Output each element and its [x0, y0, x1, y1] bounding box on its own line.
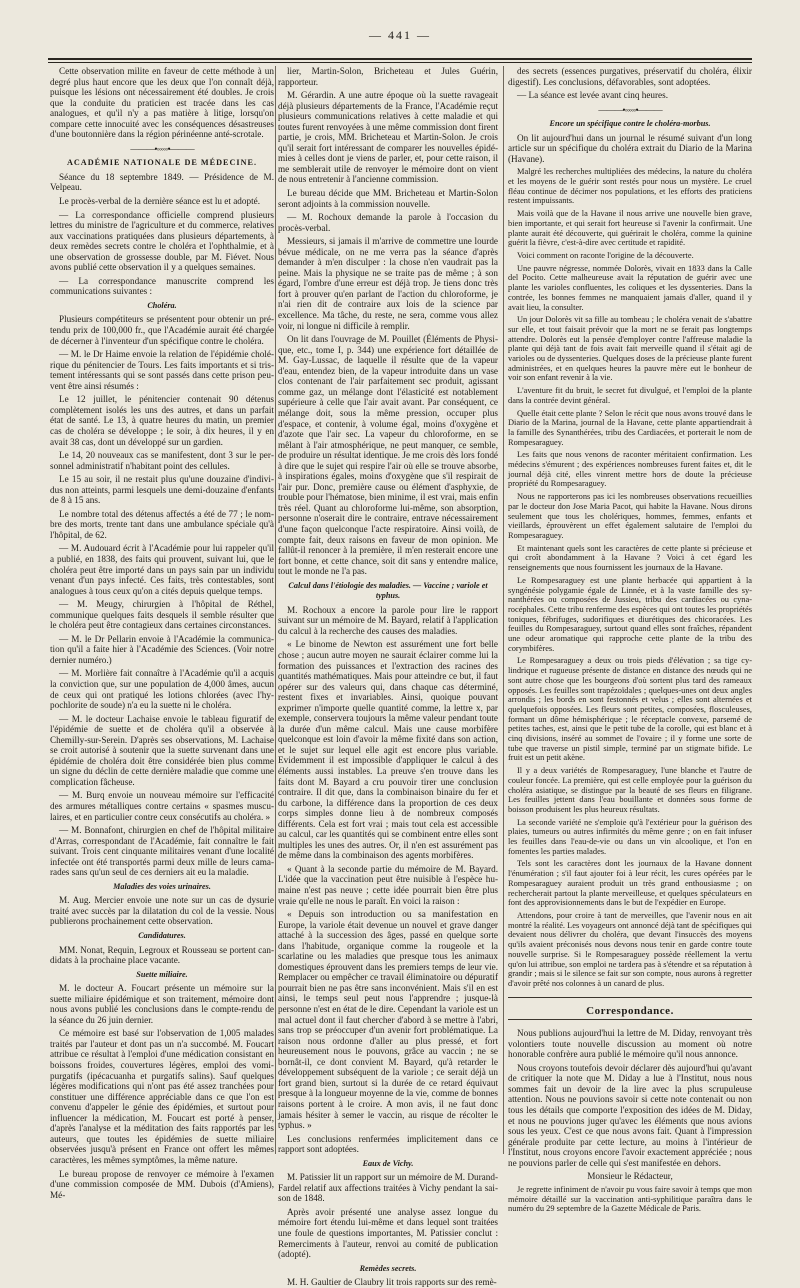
section-title: ACADÉMIE NATIONALE DE MÉDECINE. [66, 158, 258, 168]
paragraph: Le Rompesaraguey a deux ou trois pieds d'élévation ; sa tige cylindrique et rugueuse présente de distance en distance des nœuds qui ne sont autre chose que les bourgeons d'où sortent plus tard des rameaux opposés. Les feuilles sont trapézoïdales ; quelques-unes ont deux angles arrondis ; les bords en sont festonnés et velus ; elles sont alternées et quelquefois opposées. Les fleurs sont petites, composées, flosculeuses, formant un dôme hémisphérique ; le réceptacle convexe, parsemé de petites taches, est, ainsi que le petit tube de la corolle, qui est blanc et à cinq divisions, inséré au sommet de l'ovaire ; il y forme une sorte de tube que traverse un pistil simple, terminé par un stigmate bifide. Le fruit est un petit akène. [508, 656, 752, 763]
paragraph: Nous publions aujourd'hui la lettre de M. Diday, renvoyant très volontiers toute nouvelle discussion au moment où notre honorable confrère aura publié le mémoire qu'il nous annonce. [508, 1028, 752, 1060]
paragraph: La seconde variété ne s'emploie qu'à l'extérieur pour la guérison des plaies, tumeurs ou autres infirmités du même genre ; on en fait infuser les feuilles dans l'eau-de-vie ou dans un vin alcoolique, et l'on en fomentes les parties malades. [508, 817, 752, 856]
paragraph: Attendons, pour croire à tant de merveilles, que l'avenir nous en ait montré la réalité. Les voyageurs ont annoncé déjà tant de spécifiques qui devaient nous délivrer du choléra, que devant l'insuccès des moyens qu'ils avaient préconisés nous devons nous tenir en garde contre toute nouvelle surprise. Si le Rompesaraguey possède réellement la vertu qu'on lui attribue, son emploi ne tardera pas à s'étendre et sa réputation à grandir ; mais si le silence se fait sur son compte, nous aurons à regretter d'avoir prêté nos colonnes à un canard de plus. [508, 911, 752, 988]
paragraph: Messieurs, si jamais il m'arrive de commettre une lourde bévue médicale, on ne me verra pas la séance d'après demander à m'en disculper : la chose n'en vaudrait pas la peine. Mais la physique ne se traite pas de même ; à son égard, l'ombre d'une erreur est déjà trop. Je tiens donc très fort à prouver qu'en parlant de l'action du chloroforme, je n'ai rien dit de contraire aux lois de la science par excellence. Ma tâche, du reste, ne sera, comme vous allez voir, ni longue ni difficile à remplir. [278, 236, 498, 331]
page-number: — 441 — [369, 28, 431, 42]
paragraph: Et maintenant quels sont les caractères de cette plante si précieuse et qui croît abondamment à la Havane ? Voici à cet égard les renseignements que nous fournissent les journaux de la Havane. [508, 543, 752, 573]
paragraph: Le Rompesaraguey est une plante herbacée qui appartient à la syngénésie polygamie égale de Linnée, et à la vaste famille des synanthérées ou composées de Jussieu, tribu des cardiacées ou cynarocéphales. Cette tribu renferme des espèces qui ont toutes les propriétés toniques, fébrifuges, sudorifiques et diurétiques des chicoracées. Les feuilles du Rompesaraguey, surtout quand elles sont fraîches, répandent une odeur aromatique qui rapproche cette plante de la tribu des corymbifères. [508, 575, 752, 653]
subsection-title: Maladies des voies urinaires. [113, 881, 211, 891]
session-line: Séance du 18 septembre 1849. — Présidence de M. Velpeau. [50, 171, 274, 193]
paragraph: Malgré les recherches multipliées des médecins, la nature du choléra et les moyens de le guérir sont restés pour nous un mystère. Le cruel fléau continue de décimer nos populations, et les efforts des praticiens restent impuissants. [508, 167, 752, 206]
paragraph: lier, Martin-Solon, Bricheteau et Jules Guérin, rapporteur. [278, 66, 498, 87]
salutation: Monsieur le Rédacteur, [587, 1171, 673, 1182]
paragraph: Un jour Dolorès vit sa fille au tombeau ; le choléra venait de s'abattre sur elle, et tout faisait prévoir que la mort ne se ferait pas longtemps attendre. Dolorès eut la pensée d'employer contre l'affreuse maladie la plante qui déjà tant de fois avait fait merveille quand il s'était agi de varioles ou de dyssenteries. Quelques doses de la précieuse plante furent administrées, et en quelques heures la pauvre mère eut le bonheur de voir son enfant revenir à la vie. [508, 315, 752, 383]
separator-ornament: ———•◦◦◦◦◦•——— [130, 143, 194, 154]
paragraph: Tels sont les caractères dont les journaux de la Havane donnent l'énumération ; s'il faut ajouter foi à leur récit, les cures opérées par le Rompesaraguey auraient produit un très grand enthousiasme ; on rechercherait partout la plante merveilleuse, et quelques spéculateurs en font des approvisionnements dans le but de l'expédier en Europe. [508, 859, 752, 908]
subsection-title: Choléra. [147, 300, 177, 310]
paragraph: — La correspondance manuscrite comprend les communications suivantes : [50, 275, 274, 297]
column-1 [50, 66, 274, 1200]
paragraph: Nous ne rapporterons pas ici les nombreuses observations recueillies par le docteur don Jose Maria Pacot, qui habite la Havane. Nous dirons seulement que tous les cholériques, hommes, femmes, enfants et vieillards, éprouvèrent un effet également salutaire de l'emploi du Rompesaraguey. [508, 492, 752, 540]
section-rule [508, 997, 752, 998]
paragraph: des secrets (essences purgatives, préservatif du choléra, élixir digestif). Les conclusions, défavorables, sont adoptées. [508, 66, 752, 87]
column-divider [275, 66, 276, 1154]
paragraph: Une pauvre négresse, nommée Dolorès, vivait en 1833 dans la Calle del Pocito. Cette malheureuse avait la réputation de guérir avec une plante les varioles confluentes, les coliques et les dyssenteries. Dans la contrée, les bonnes femmes ne manquaient jamais d'aller, quand il y avait lieu, la consulter. [508, 263, 752, 312]
paragraph: Ce mémoire est basé sur l'observation de 1,005 malades traités par l'auteur et dont pas un n'a succombé. M. Foucart attribue ce résultat à l'emploi d'une médication consistant en boissons froides, couvertures légères, emploi des vomi-purgatifs (ipécacuanha et purgatifs salins). Sauf quelques légères modifications qui n'ont pas été assez tranchées pour constituer une différence appréciable dans ce que l'on est convenu d'appeler le génie des épidémies, et surtout pour influencer la médication, M. Foucart est porté à penser, d'après l'analyse et la méditation des faits rapportés par les auteurs, que toutes les épidémies de suette miliaire observées jusqu'à présent en France ont offert les mêmes caractères, les mêmes symptômes, la même nature. [50, 1028, 274, 1165]
paragraph: — La correspondance officielle comprend plusieurs lettres du ministre de l'agriculture et du commerce, relatives aux vaccinations pratiquées dans plusieurs départements, à deux remèdes secrets contre le choléra et l'ophthalmie, et à une observation de grossesse double, par M. Fiévet. Nous avons publié cette observation il y a quelques semaines. [50, 209, 274, 273]
paragraph: Je regrette infiniment de n'avoir pu vous faire savoir à temps que mon mémoire détaillé sur la vaccination anti-syphilitique paraîtra dans le numéro du 29 septembre de la Gazette Médicale de Paris. [508, 1184, 752, 1214]
header-rule [48, 58, 752, 60]
paragraph: — M. Bonnafont, chirurgien en chef de l'hôpital militaire d'Arras, correspondant de l'Académie, fait connaître le fait suivant. Trois cent cinquante militaires venant d'une localité infectée ont été transportés parmi deux mille de leurs camarades sans qu'un seul de ces derniers ait eu la maladie. [50, 825, 274, 878]
subsection-title: Eaux de Vichy. [362, 1158, 414, 1168]
subsection-title: Calcul dans l'étiologie des maladies. — Vaccine ; variole et typhus. [288, 580, 488, 601]
header-rule-thin [48, 62, 752, 63]
paragraph: Le bureau décide que MM. Bricheteau et Martin-Solon seront adjoints à la commission nouvelle. [278, 188, 498, 209]
paragraph: Après avoir présenté une analyse assez longue du mémoire fort étendu lui-même et dans lequel sont traitées une foule de questions importantes, M. Patissier conclut : Remerciments à l'auteur, renvoi au comité de publication (adopté). [278, 1206, 498, 1260]
paragraph: M. le docteur A. Foucart présente un mémoire sur la suette miliaire épidémique et son traitement, mémoire dont nous avons publié les conclusions dans le compte-rendu de la séance du 26 juin dernier. [50, 983, 274, 1025]
paragraph: M. Patissier lit un rapport sur un mémoire de M. Durand-Fardel relatif aux affections traitées à Vichy pendant la saison de 1848. [278, 1172, 498, 1204]
paragraph: Plusieurs compétiteurs se présentent pour obtenir un prétendu prix de 100,000 fr., que l'Académie aurait été chargée de décerner à l'inventeur d'un spécifique contre le choléra. [50, 314, 274, 346]
paragraph: Quelle était cette plante ? Selon le récit que nous avons trouvé dans le Diario de la Marina, journal de la Havane, cette plante appartiendrait à la famille des Synanthérées, tribu des Cardiacées, et porterait le nom de Rompesaraguey. [508, 408, 752, 447]
paragraph: On lit dans l'ouvrage de M. Pouillet (Éléments de Physique, etc., tome I, p. 344) une expérience fort détaillée de M. Gay-Lussac, de laquelle il résulte que de la vapeur d'eau, entendez bien, de la vapeur introduite dans un vase clos contenant de l'air parfaitement sec produit, agissant comme gaz, un mélange dont l'élasticité est notablement supérieure à celle que l'air avait avant. Par conséquent, ce mélange doit, sous la même pression, occuper plus d'espace, et contenir, à volume égal, moins d'oxygène et d'azote que l'air sec. La vapeur du chloroforme, en se mêlant à l'air atmosphérique, ne peut manquer, ce semble, de produire un résultat identique. Je me crois dès lors fondé à dire que le sujet qui respire l'air où elle se trouve absorbe, à inspirations égales, moins d'oxygène que s'il respirait de l'air pur. Donc, première cause ou élément d'asphyxie, de trouble pour l'hématose, bien minime, il est vrai, mais enfin très réel. Quant au chloroforme lui-même, son absorption, personne n'oserait dire le contraire, entrave nécessairement d'une façon quelconque l'acte respiratoire. Ainsi voilà, de compte fait, deux raisons en faveur de mon opinion. Me fallût-il renoncer à la première, il m'en resterait encore une fort bonne, et cette chance, soit dit sans y entendre malice, tout le monde ne l'a pas. [278, 334, 498, 577]
paragraph: Mais voilà que de la Havane il nous arrive une nouvelle bien grave, bien importante, et qui serait fort heureuse si l'avenir la confirmait. Une plante aurait été découverte, qui guérirait le choléra, comme la quinine guérit la fièvre, c'est-à-dire avec certitude et rapidité. [508, 209, 752, 248]
paragraph: — M. Morlière fait connaître à l'Académie qu'il a acquis la conviction que, sur une population de 4,000 âmes, aucun de ceux qui ont pratiqué les lotions chlorées (avec l'hypochlorite de soude) n'a eu la suette ni le choléra. [50, 668, 274, 711]
paragraph: Les faits que nous venons de raconter méritaient confirmation. Les médecins s'émurent ; des expériences nombreuses furent faites et, dit le journal déjà cité, elles vinrent mettre hors de doute la précieuse propriété du Rompesaraguey. [508, 450, 752, 489]
paragraph: — M. Rochoux demande la parole à l'occasion du procès-verbal. [278, 212, 498, 233]
paragraph: — M. Meugy, chirurgien à l'hôpital de Réthel, communique quelques faits desquels il semble résulter que le choléra peut être contagieux dans certaines circonstances. [50, 599, 274, 631]
section-rule [508, 1019, 752, 1020]
paragraph: MM. Nonat, Requin, Legroux et Rousseau se portent candidats à la prochaine place vacante. [50, 944, 274, 966]
paragraph: L'aventure fit du bruit, le secret fut divulgué, et l'emploi de la plante dans la contrée devint général. [508, 386, 752, 405]
subsection-title: Remèdes secrets. [359, 1263, 417, 1273]
subsection-title: Suette miliaire. [136, 969, 188, 979]
paragraph: Cette observation milite en faveur de cette méthode à un degré plus haut encore que les deux que l'on connaît déjà, puisque les lésions ont nécessairement été doubles. Je crois que la conduite du praticien est tracée dans les cas analogues, et qu'il n'y a pas matière à litige, lorsqu'on compare cette innocuité avec les conséquences désastreuses d'une boutonnière dans la région périnéenne anté-scrotale. [50, 66, 274, 140]
paragraph: — M. le Dr Pellarin envoie à l'Académie la communication qu'il a faite hier à l'Académie des Sciences. (Voir notre dernier numéro.) [50, 633, 274, 665]
paragraph: « Le binome de Newton est assurément une fort belle chose ; aucun autre moyen ne saurait éclairer comme lui la formation des puissances et l'extraction des racines des quantités mathématiques. Mais pour atteindre ce but, il faut opérer sur des valeurs qui, dans chaque cas déterminé, restent fixes et invariables. Ainsi, quoique pouvant exprimer n'importe quelle quantité comme, la lettre x, par exemple, conservera toujours la même valeur pendant toute la durée d'un même calcul. Mais une cause morbifère quelconque est loin d'avoir la même fixité dans son action, et le sujet sur lequel elle agit est encore plus variable. Evidemment il est impossible d'appliquer le calcul à des éléments aussi instables. La preuve s'en trouve dans les faits dont M. Bayard a cru pouvoir tirer une conclusion contraire. Il dit que, dans la combinaison binaire du fer et du carbone, la différence dans la proportion de ces deux corps simples donne lieu à de nombreux composés différents. Cela est fort vrai ; mais tout cela est accessible au calcul, car les quantités qui se combinent entre elles sont multiples les unes des autres. Or, il n'en est assurément pas de même dans la combinaison des agents morbifères. [278, 639, 498, 861]
paragraph: Il y a deux variétés de Rompesaraguey, l'une blanche et l'autre de couleur foncée. La première, qui est celle employée pour la guérison du choléra asiatique, se distingue par la beauté de ses fleurs en filigrane. Les feuilles jettent dans l'eau bouillante et données sous forme de boisson produisent les plus heureux résultats. [508, 766, 752, 814]
separator-ornament: ———•◦◦◦◦◦•——— [598, 104, 662, 115]
paragraph: M. Rochoux a encore la parole pour lire le rapport suivant sur un mémoire de M. Bayard, relatif à l'application du calcul à la recherche des causes des maladies. [278, 604, 498, 636]
paragraph: M. H. Gaultier de Claubry lit trois rapports sur des remè- [287, 1277, 497, 1288]
column-divider [503, 66, 504, 1154]
paragraph: Nous croyons toutefois devoir déclarer dès aujourd'hui qu'avant de critiquer la note que M. Diday a lue à l'Institut, nous nous sommes fait un devoir de la lire avec la plus scrupuleuse attention. Nous ne pouvions savoir si cette note contenait ou non tous les détails que comporte l'exposition des idées de M. Diday, et nous ne pouvions juger qu'avec les éléments que nous avions sous les yeux. C'est ce que nous avons fait. Quant à l'impression générale produite par cette lecture, au moins à l'intérieur de l'Institut, nous croyons encore l'avoir exactement appréciée ; nous ne pouvions parler de celle qui s'est manifestée en dehors. [508, 1062, 752, 1168]
paragraph: Le nombre total des détenus affectés a été de 77 ; le nombre des morts, trente tant dans une ambulance spéciale qu'à l'hôpital, de 62. [50, 508, 274, 540]
subsection-title: Encore un spécifique contre le choléra-morbus. [549, 119, 711, 129]
paragraph: — M. le Dr Haime envoie la relation de l'épidémie cholérique du pénitencier de Tours. Les faits importants et si tristement intéressants qui se sont passés dans cette prison peuvent être ainsi résumés : [50, 349, 274, 391]
paragraph: « Depuis son introduction ou sa manifestation en Europe, la variole était devenue un nouvel et grave danger attaché à la succession des âges, passé en quelque sorte dans l'habitude, organique comme la rougeole et la scarlatine ou les maladies que presque tous les animaux domestiques éprouvent dans les premiers temps de leur vie. Remplacer ou empêcher ce travail éliminatoire ou dépuratif pourrait bien ne pas être sans inconvénient. Mais s'il en est ainsi, le temps seul peut nous l'apprendre ; jusque-là personne n'est en état de le dire. Cependant la variole est un mal actuel dont il faut chercher d'abord à se mettre à l'abri, sans trop se préoccuper d'un avenir fort problématique. La raison nous ordonne d'aller au plus pressé, et fort heureusement nous le pouvons, grâce au vaccin ; ne se bornât-il, ce dont convient M. Bayard, qu'à retarder le développement subséquent de la variole ; ce serait déjà un fort grand bien, surtout si la durée de ce retard équivaut presque à la longueur moyenne de la vie, comme de bonnes raisons portent à le croire. A mon avis, il ne faut donc jamais hésiter à semer le vaccin, au risque de récolter le typhus. » [278, 909, 498, 1131]
paragraph: Le bureau propose de renvoyer ce mémoire à l'examen d'une commission composée de MM. Dubois (d'Amiens), Mé- [50, 1168, 274, 1200]
paragraph: Le 12 juillet, le pénitencier contenait 90 détenus complètement isolés les uns des autres, et dans un parfait état de santé. Le 13, à quatre heures du matin, un premier cas de choléra se développe ; le soir, à dix heures, il y en avait 38 cas, dont un développé sur un gardien. [50, 394, 274, 447]
paragraph: — La séance est levée avant cinq heures. [517, 90, 669, 101]
paragraph: Le 14, 20 nouveaux cas se manifestent, dont 3 sur le personnel administratif n'habitant point des cellules. [50, 450, 274, 471]
paragraph: — M. le docteur Lachaise envoie le tableau figuratif de l'épidémie de suette et de choléra qu'il a observée à Chemilly-sur-Serein. D'après ses observations, M. Lachaise se croit autorisé à soutenir que la suette survenant dans une épidémie de choléra doit être considérée bien plus comme un signe du déclin de cette dernière maladie que comme une complication fâcheuse. [50, 713, 274, 787]
paragraph: — M. Burq envoie un nouveau mémoire sur l'efficacité des armures métalliques contre certains « spasmes musculaires, et en particulier contre ceux consécutifs au choléra. » [50, 790, 274, 822]
column-2 [278, 66, 498, 1288]
paragraph: Voici comment on raconte l'origine de la découverte. [517, 251, 694, 260]
subsection-title: Candidatures. [138, 931, 186, 941]
paragraph: Les conclusions renfermées implicitement dans ce rapport sont adoptées. [278, 1133, 498, 1155]
column-3 [508, 66, 752, 1214]
section-title: Correspondance. [586, 1004, 674, 1017]
paragraph: Le procès-verbal de la dernière séance est lu et adopté. [59, 196, 260, 207]
paragraph: « Quant à la seconde partie du mémoire de M. Bayard. L'idée que la vaccination peut être nuisible à l'espèce humaine n'est pas neuve ; cette idée pourrait bien être plus vraie qu'elle ne nous le paraît. En voici la raison : [278, 863, 498, 906]
paragraph: M. Aug. Mercier envoie une note sur un cas de dysurie traité avec succès par la dilatation du col de la vessie. Nous publierons prochainement cette observation. [50, 895, 274, 927]
paragraph: Le 15 au soir, il ne restait plus qu'une douzaine d'individus non atteints, parmi lesquels une demi-douzaine d'enfants de 8 à 15 ans. [50, 474, 274, 506]
paragraph: — M. Audouard écrit à l'Académie pour lui rappeler qu'il a publié, en 1838, des faits qui prouvent, suivant lui, que le choléra peut être importé dans un pays sain par un individu venant d'un pays infecté. Ces faits, très contestables, sont analogues à tous ceux qu'on a cités depuis quelque temps. [50, 543, 274, 596]
paragraph: On lit aujourd'hui dans un journal le résumé suivant d'un long article sur un spécifique du choléra extrait du Diario de la Marina (Havane). [508, 132, 752, 164]
paragraph: M. Gérardin. A une autre époque où la suette ravageait déjà plusieurs départements de la France, l'Académie reçut plusieurs communications relatives à cette maladie et qui toutes furent renvoyées à une même commission dont firent partie, je crois, MM. Bricheteau et Martin-Solon. Je crois qu'il serait fort intéressant de comparer les nouvelles épidémies à celles dont je viens de parler, et, pour cette raison, il me semblerait utile de renvoyer le mémoire dont on vient de nous entretenir à l'ancienne commission. [278, 90, 498, 185]
